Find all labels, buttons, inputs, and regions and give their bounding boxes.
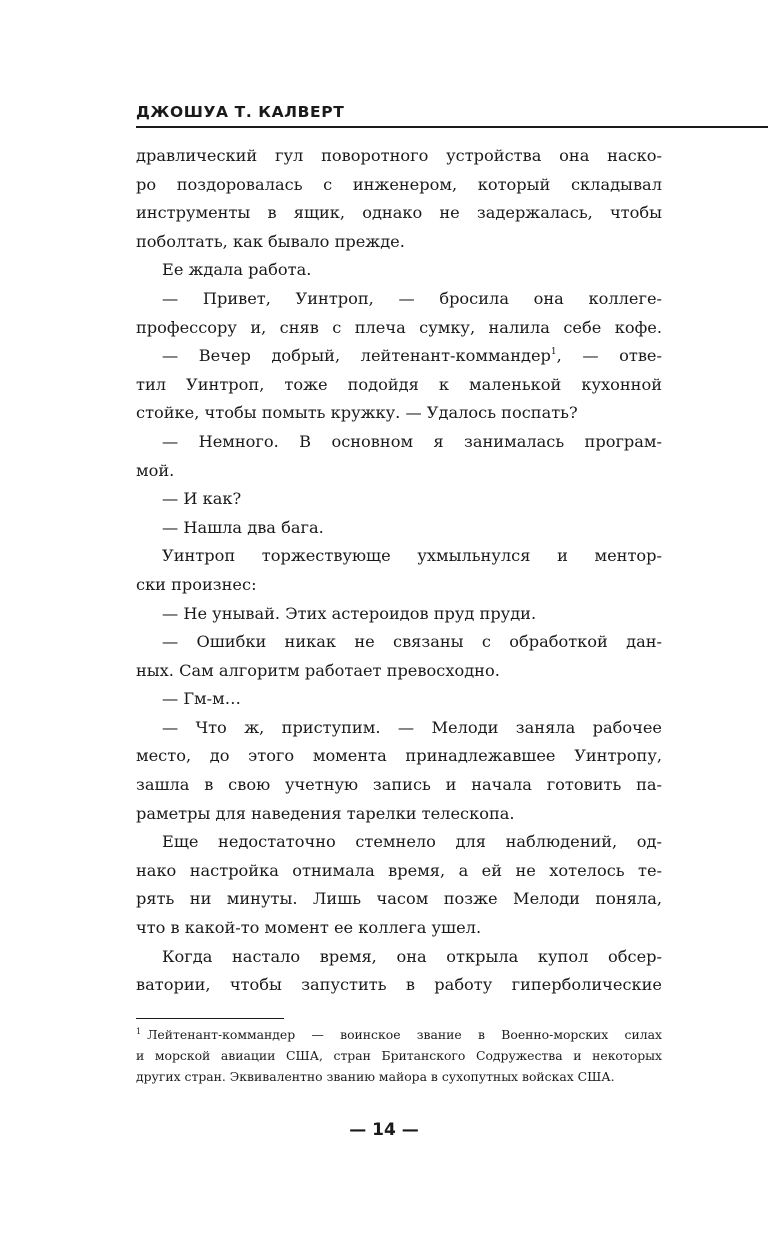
text-line: Еще недостаточно стемнело для наблюдений, од- — [162, 832, 662, 852]
text-line: Уинтроп торжествующе ухмыльнулся и ментор- — [162, 546, 662, 566]
text-line: — Что ж, приступим. — Мелоди заняла рабочее — [162, 717, 662, 737]
text-line: зашла в свою учетную запись и начала готовить па- — [136, 775, 662, 795]
text-line: Ее ждала работа. — [162, 260, 312, 280]
footnote — [136, 1024, 662, 1087]
text-line: инструменты в ящик, однако не задержалась, чтобы — [136, 203, 662, 223]
text-line: ных. Сам алгоритм работает превосходно. — [136, 660, 500, 680]
text-line: место, до этого момента принадлежавшее Уинтропу, — [136, 746, 662, 766]
page-number: — 14 — — [349, 1120, 419, 1140]
footnote-line: и морской авиации США, стран Британского Содружества и некоторых — [136, 1048, 662, 1063]
text-line: поболтать, как бывало прежде. — [136, 231, 405, 251]
text-line: — Не унывай. Этих астероидов пруд пруди. — [162, 603, 537, 623]
text-line: мой. — [136, 460, 175, 480]
footnote-line — [136, 1024, 662, 1045]
text-line: ски произнес: — [136, 574, 257, 594]
text-line: — Гм-м… — [162, 689, 241, 709]
footnote-reference[interactable]: 1 — [550, 347, 557, 358]
text-line: — Нашла два бага. — [162, 517, 324, 537]
text-line: тил Уинтроп, тоже подойдя к маленькой кухонной — [136, 374, 662, 394]
footnote-divider — [136, 1018, 284, 1019]
text-line: дравлический гул поворотного устройства она наско- — [136, 146, 662, 165]
text-line: — И как? — [162, 489, 242, 509]
footnote-text: Лейтенант-коммандер — воинское звание в Военно-морских силах — [147, 1027, 662, 1042]
text-line: раметры для наведения тарелки телескопа. — [136, 803, 515, 823]
text-line: ро поздоровалась с инженером, который складывал — [136, 174, 662, 194]
author-name: ДЖОШУА Т. КАЛВЕРТ — [136, 103, 345, 121]
text-line: профессору и, сняв с плеча сумку, налила себе кофе. — [136, 317, 662, 337]
text-fragment: , — отве- — [556, 346, 662, 366]
text-line: — Привет, Уинтроп, — бросила она коллеге- — [162, 288, 662, 308]
text-line: — Немного. В основном я занималась програм- — [162, 431, 662, 451]
text-line: рять ни минуты. Лишь часом позже Мелоди поняла, — [136, 889, 662, 909]
body-text — [136, 142, 662, 1000]
text-fragment: — Вечер добрый, лейтенант-коммандер — [162, 346, 551, 366]
text-line — [136, 342, 662, 371]
footnote-line: других стран. Эквивалентно званию майора в сухопутных войсках США. — [136, 1069, 615, 1084]
text-line: — Ошибки никак не связаны с обработкой дан- — [162, 632, 662, 652]
text-line: Когда настало время, она открыла купол обсер- — [162, 946, 662, 966]
text-line: ватории, чтобы запустить в работу гиперболические — [136, 975, 662, 995]
running-header — [136, 96, 768, 128]
text-line: нако настройка отнимала время, а ей не хотелось те- — [136, 860, 662, 880]
footnote-marker: 1 — [136, 1027, 142, 1036]
text-line: что в какой-то момент ее коллега ушел. — [136, 918, 482, 938]
text-line: стойке, чтобы помыть кружку. — Удалось поспать? — [136, 403, 578, 423]
